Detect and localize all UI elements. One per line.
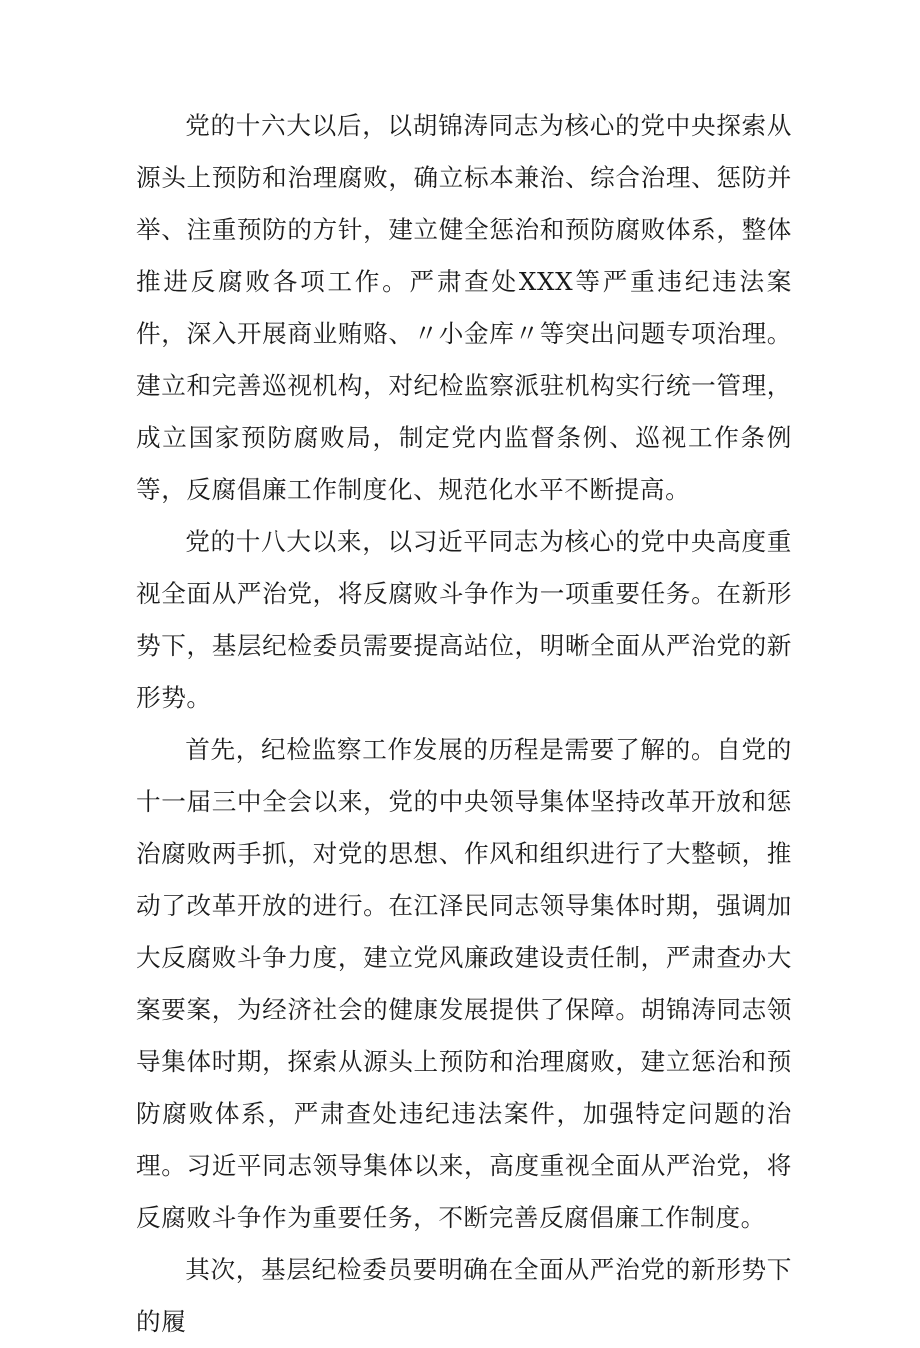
paragraph-4: 其次，基层纪检委员要明确在全面从严治党的新形势下的履 — [136, 1255, 792, 1336]
paragraph-3: 首先，纪检监察工作发展的历程是需要了解的。自党的十一届三中全会以来，党的中央领导集体坚持改革开放和惩治腐败两手抓，对党的思想、作风和组织进行了大整顿，推动了改革开放的进行。在江泽民同志领导集体时期，强调加大反腐败斗争力度，建立党风廉政建设责任制，严肃查办大案要案，为经济社会的健康发展提供了保障。胡锦涛同志领导集体时期，探索从源头上预防和治理腐败，建立惩治和预防腐败体系，严肃查处违纪违法案件，加强特定问题的治理。习近平同志领导集体以来，高度重视全面从严治党，将反腐败斗争作为重要任务，不断完善反腐倡廉工作制度。 — [136, 735, 792, 1232]
paragraph-2: 党的十八大以来，以习近平同志为核心的党中央高度重视全面从严治党，将反腐败斗争作为一项重要任务。在新形势下，基层纪检委员需要提高站位，明晰全面从严治党的新形势。 — [136, 527, 792, 712]
document-body — [136, 100, 792, 1348]
paragraph-1: 党的十六大以后，以胡锦涛同志为核心的党中央探索从源头上预防和治理腐败，确立标本兼治、综合治理、惩防并举、注重预防的方针，建立健全惩治和预防腐败体系，整体推进反腐败各项工作。严肃查处XXX等严重违纪违法案件，深入开展商业贿赂、〃小金库〃等突出问题专项治理。建立和完善巡视机构，对纪检监察派驻机构实行统一管理，成立国家预防腐败局，制定党内监督条例、巡视工作条例等，反腐倡廉工作制度化、规范化水平不断提高。 — [136, 111, 792, 504]
